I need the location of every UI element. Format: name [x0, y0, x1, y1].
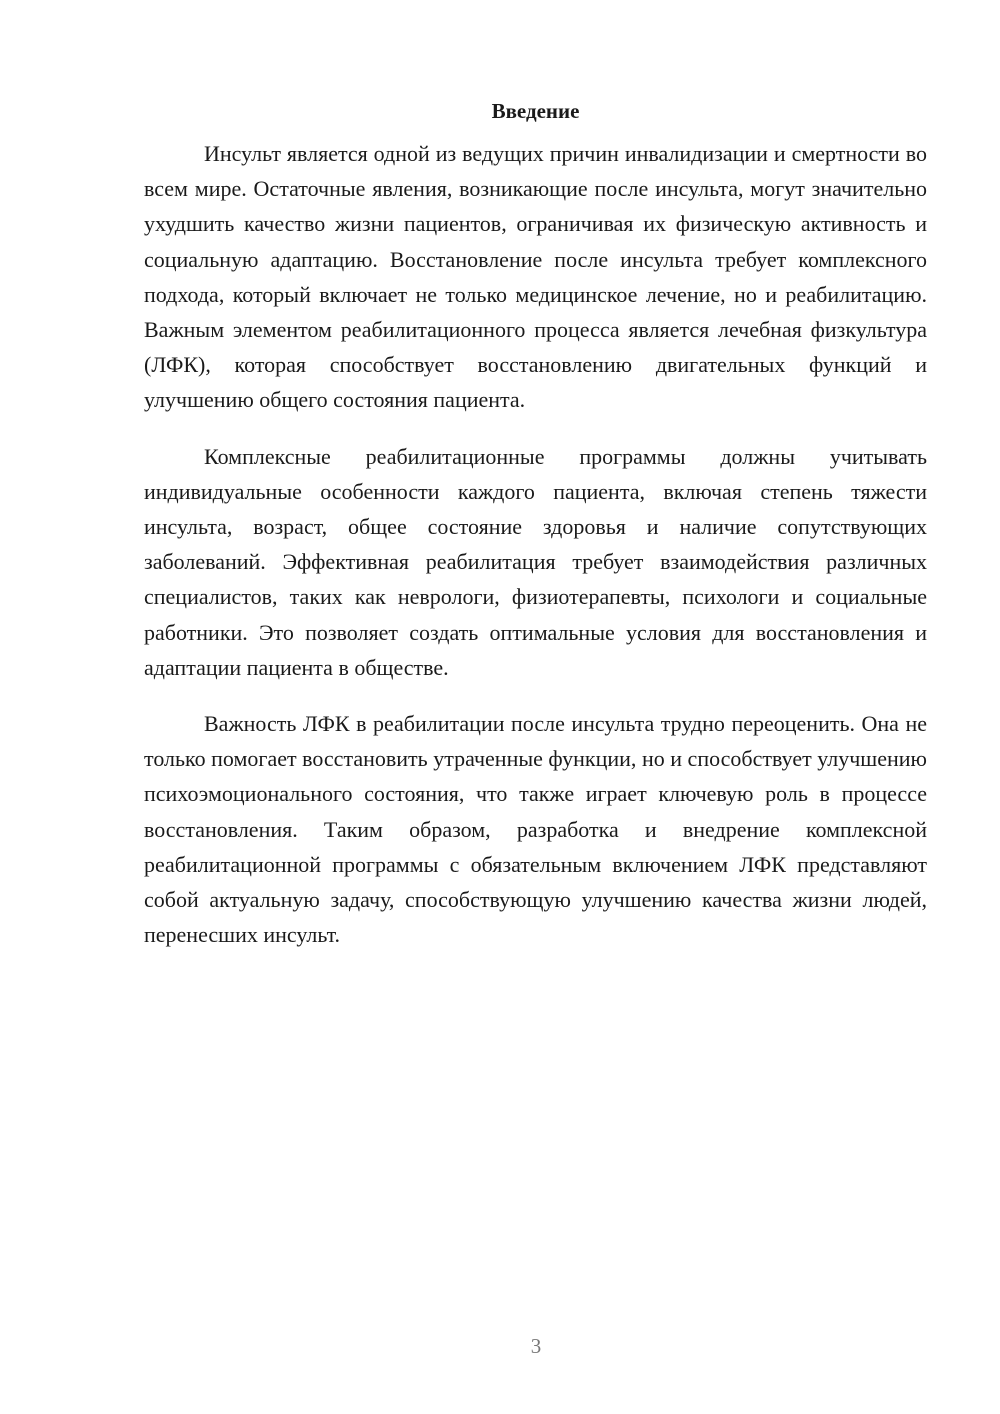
page-number: 3: [530, 1334, 542, 1358]
paragraph: Инсульт является одной из ведущих причин инвалидизации и смертности во всем мире. Остаточные явления, возникающие после инсульта, могут значительно ухудшить качество жизни пациентов, ограничивая их физическую активность и социальную адаптацию. Восстановление после инсульта требует комплексного подхода, который включает не только медицинское лечение, но и реабилитацию. Важным элементом реабилитационного процесса является лечебная физкультура (ЛФК), которая способствует восстановлению двигательных функций и улучшению общего состояния пациента.: [144, 141, 927, 413]
section-heading: Введение: [491, 99, 580, 123]
page-content: [144, 96, 927, 973]
paragraph: Комплексные реабилитационные программы должны учитывать индивидуальные особенности каждого пациента, включая степень тяжести инсульта, возраст, общее состояние здоровья и наличие сопутствующих заболеваний. Эффективная реабилитация требует взаимодействия различных специалистов, таких как неврологи, физиотерапевты, психологи и социальные работники. Это позволяет создать оптимальные условия для восстановления и адаптации пациента в обществе.: [144, 443, 927, 680]
paragraph: Важность ЛФК в реабилитации после инсульта трудно переоценить. Она не только помогает восстановить утраченные функции, но и способствует улучшению психоэмоционального состояния, что также играет ключевую роль в процессе восстановления. Таким образом, разработка и внедрение комплексной реабилитационной программы с обязательным включением ЛФК представляют собой актуальную задачу, способствующую улучшению качества жизни людей, перенесших инсульт.: [144, 711, 927, 948]
